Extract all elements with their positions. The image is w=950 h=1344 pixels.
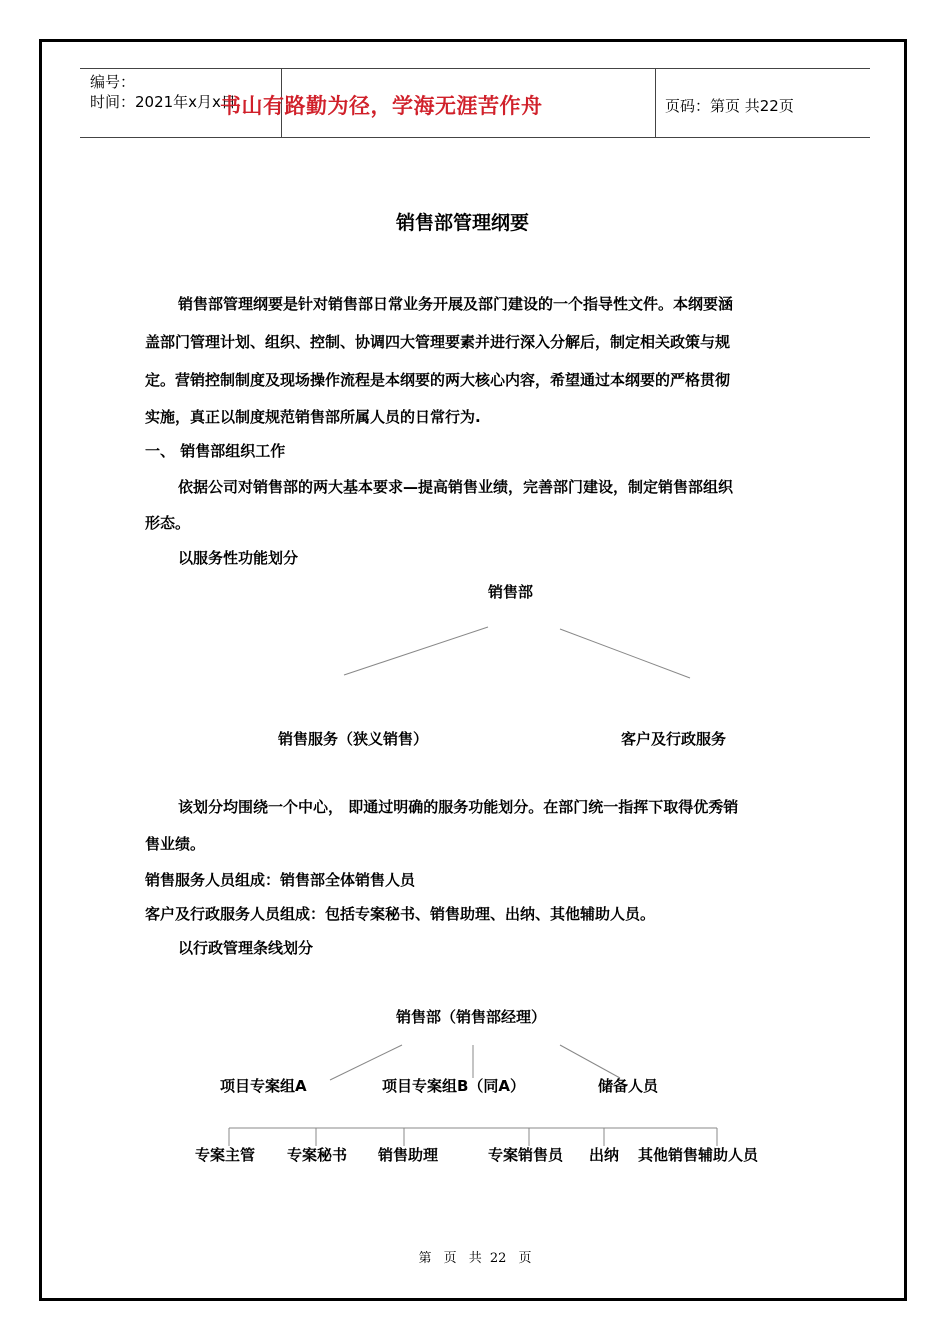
chart2-role-assistant: 销售助理 xyxy=(378,1146,439,1164)
basis-line-1: 依据公司对销售部的两大基本要求—提高销售业绩，完善部门建设，制定销售部组织 xyxy=(178,478,734,496)
chart1-line-left xyxy=(344,627,488,675)
footer-ye2: 页 xyxy=(518,1251,532,1266)
chart1-left-node: 销售服务（狭义销售） xyxy=(278,730,429,748)
chart2-group-a: 项目专案组A xyxy=(220,1077,307,1095)
footer-ye: 页 xyxy=(443,1251,457,1266)
page-footer xyxy=(0,1247,950,1266)
chart2-line-reserve xyxy=(560,1045,620,1078)
chart2-role-salesperson: 专案销售员 xyxy=(488,1146,564,1164)
intro-line-2: 盖部门管理计划、组织、控制、协调四大管理要素并进行深入分解后，制定相关政策与规 xyxy=(145,333,731,351)
chart1-right-node: 客户及行政服务 xyxy=(621,730,727,748)
intro-line-4: 实施，真正以制度规范销售部所属人员的日常行为. xyxy=(145,408,481,426)
service-division-label: 以服务性功能划分 xyxy=(178,549,299,567)
header-motto: 书山有路勤为径，学海无涯苦作舟 xyxy=(220,94,543,118)
footer-di: 第 xyxy=(418,1251,432,1266)
chart2-role-supervisor: 专案主管 xyxy=(195,1146,256,1164)
admin-staff-line: 客户及行政服务人员组成：包括专案秘书、销售助理、出纳、其他辅助人员。 xyxy=(145,905,656,923)
basis-line-2: 形态。 xyxy=(145,514,191,532)
chart1-line-right xyxy=(560,629,690,678)
footer-gong: 共 xyxy=(468,1251,482,1266)
explain-line-1: 该划分均围绕一个中心， 即通过明确的服务功能划分。在部门统一指挥下取得优秀销 xyxy=(178,798,739,816)
chart1-root: 销售部 xyxy=(488,583,534,601)
sales-staff-line: 销售服务人员组成：销售部全体销售人员 xyxy=(145,871,416,889)
document-title: 销售部管理纲要 xyxy=(396,212,530,234)
intro-line-1: 销售部管理纲要是针对销售部日常业务开展及部门建设的一个指导性文件。本纲要涵 xyxy=(178,295,734,313)
page-number-label: 页码：第页 共22页 xyxy=(665,97,794,115)
number-label: 编号： xyxy=(90,73,136,91)
intro-line-3: 定。营销控制制度及现场操作流程是本纲要的两大核心内容，希望通过本纲要的严格贯彻 xyxy=(145,371,731,389)
chart2-role-cashier: 出纳 xyxy=(589,1146,620,1164)
chart2-line-a xyxy=(330,1045,402,1080)
footer-total: 22 xyxy=(489,1251,507,1266)
explain-line-2: 售业绩。 xyxy=(145,835,206,853)
chart2-group-b: 项目专案组B（同A） xyxy=(382,1077,526,1095)
section-heading-1: 一、 销售部组织工作 xyxy=(145,442,286,460)
time-label: 时间：2021年x月x日 xyxy=(90,93,236,111)
chart2-root: 销售部（销售部经理） xyxy=(396,1008,547,1026)
admin-division-label: 以行政管理条线划分 xyxy=(178,939,314,957)
chart2-role-other: 其他销售辅助人员 xyxy=(638,1146,759,1164)
chart2-reserve: 储备人员 xyxy=(598,1077,659,1095)
chart2-role-secretary: 专案秘书 xyxy=(287,1146,348,1164)
